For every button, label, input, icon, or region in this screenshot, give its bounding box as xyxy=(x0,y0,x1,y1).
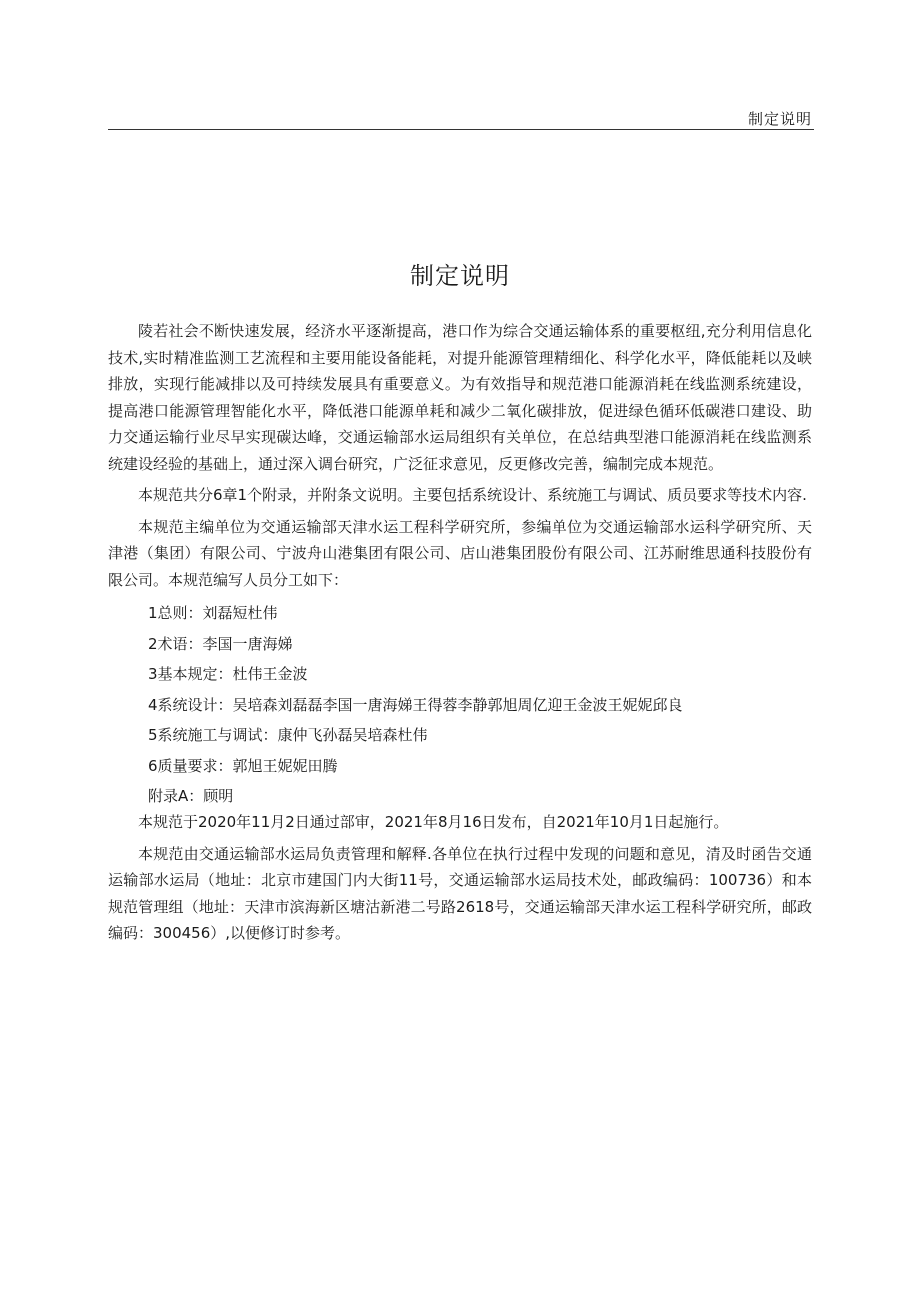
list-item: 2术语：李国一唐海娣 xyxy=(148,634,293,653)
list-item: 1总则：刘磊短杜伟 xyxy=(148,604,278,622)
scope-paragraph: 本规范共分6章1个附录，并附条文说明。主要包括系统设计、系统施工与调试、质员要求等技术内容. xyxy=(138,486,807,504)
management-paragraph: 本规范由交通运输部水运局负责管理和解释.各单位在执行过程中发现的问题和意见，清及时函告交通运输部水运局（地址：北京市建国门内大街11号，交通运输部水运局技术处，邮政编码：100736）和本规范管理组（地址：天津市滨海新区塘沽新港二号路2618号，交通运输部天津水运工程科学研究所，邮政编码：300456）,以便修订时参考。 xyxy=(108,844,812,942)
list-item: 4系统设计：吴培森刘磊磊李国一唐海娣王得蓉李静郭旭周亿迎王金波王妮妮邱良 xyxy=(148,695,683,714)
appendix-line: 附录A：顾明 xyxy=(148,787,234,805)
running-header: 制定说明 xyxy=(747,110,812,128)
page-title: 制定说明 xyxy=(410,262,510,290)
units-paragraph: 本规范主编单位为交通运输部天津水运工程科学研究所，参编单位为交通运输部水运科学研究所、天津港（集团）有限公司、宁波舟山港集团有限公司、店山港集团股份有限公司、江苏耐维思通科技股份有限公司。本规范编写人员分工如下： xyxy=(108,517,812,589)
intro-paragraph: 陵若社会不断快速发展，经济水平逐渐提高，港口作为综合交通运输体系的重要枢纽,充分利用信息化技术,实时精准监测工艺流程和主要用能设备能耗，对提升能源管理精细化、科学化水平，降低能耗以及峡排放，实现行能减排以及可持续发展具有重要意义。为有效指导和规范港口能源消耗在线监测系统建设，提高港口能源管理智能化水平，降低港口能源单耗和减少二氧化碳排放，促进绿色循环低碳港口建设、助力交通运输行业尽早实现碳达峰，交通运输部水运局组织有关单位，在总结典型港口能源消耗在线监测系统建设经验的基础上，通过深入调台研究，广泛征求意见，反更修改完善，编制完成本规范。 xyxy=(108,322,812,473)
header-rule xyxy=(108,129,814,130)
division-list xyxy=(108,598,812,781)
list-item: 3基本规定：杜伟王金波 xyxy=(148,665,308,683)
list-item: 5系统施工与调试：康仲飞孙磊吴培森杜伟 xyxy=(148,726,428,744)
approval-paragraph: 本规范于2020年11月2日通过部审，2021年8月16日发布，自2021年10月1日起施行。 xyxy=(138,813,729,831)
list-item: 6质量要求：郭旭王妮妮田腾 xyxy=(148,756,338,775)
document-body xyxy=(108,318,812,952)
